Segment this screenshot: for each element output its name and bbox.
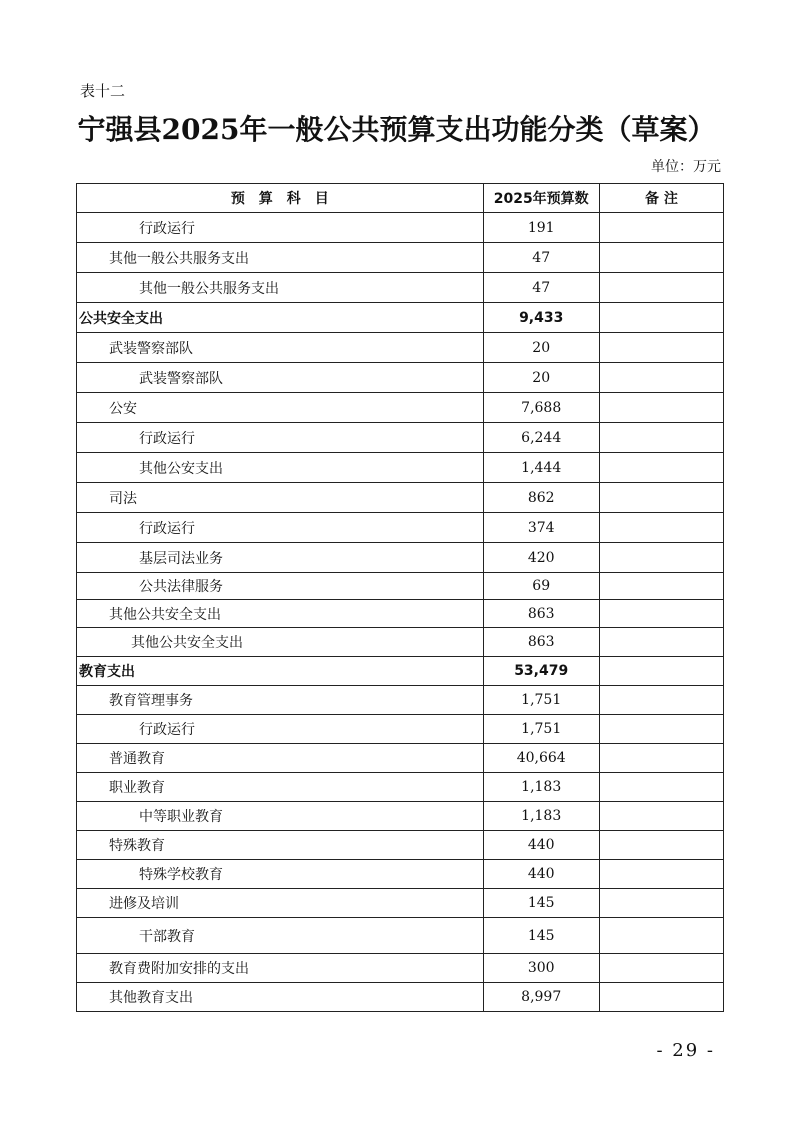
row-note [599, 715, 723, 744]
row-subject: 普通教育 [77, 744, 484, 773]
table-row [77, 860, 724, 889]
row-amount: 8,997 [483, 983, 599, 1012]
row-amount: 20 [483, 363, 599, 393]
row-subject: 进修及培训 [77, 889, 484, 918]
row-amount: 1,183 [483, 802, 599, 831]
table-row [77, 657, 724, 686]
row-subject: 武装警察部队 [77, 333, 484, 363]
row-subject: 其他公共安全支出 [77, 600, 484, 628]
row-subject: 其他公共安全支出 [77, 628, 484, 657]
table-row [77, 983, 724, 1012]
row-amount: 7,688 [483, 393, 599, 423]
table-row [77, 333, 724, 363]
row-note [599, 983, 723, 1012]
table-row [77, 453, 724, 483]
row-note [599, 573, 723, 600]
row-note [599, 363, 723, 393]
row-amount: 374 [483, 513, 599, 543]
row-note [599, 686, 723, 715]
table-row [77, 954, 724, 983]
header-note: 备 注 [599, 184, 723, 213]
table-body [77, 213, 724, 1012]
row-amount: 9,433 [483, 303, 599, 333]
table-label: 表十二 [80, 82, 126, 100]
table-row [77, 273, 724, 303]
row-amount: 53,479 [483, 657, 599, 686]
row-amount: 1,183 [483, 773, 599, 802]
row-note [599, 333, 723, 363]
row-amount: 47 [483, 243, 599, 273]
row-note [599, 954, 723, 983]
header-subject: 预 算 科 目 [77, 184, 484, 213]
table-row [77, 543, 724, 573]
row-amount: 420 [483, 543, 599, 573]
table-row [77, 889, 724, 918]
row-subject: 教育管理事务 [77, 686, 484, 715]
row-note [599, 889, 723, 918]
row-amount: 1,751 [483, 686, 599, 715]
row-subject: 公安 [77, 393, 484, 423]
row-amount: 440 [483, 831, 599, 860]
table-row [77, 686, 724, 715]
row-note [599, 600, 723, 628]
row-subject: 中等职业教育 [77, 802, 484, 831]
row-subject: 其他一般公共服务支出 [77, 243, 484, 273]
row-amount: 440 [483, 860, 599, 889]
row-subject: 教育费附加安排的支出 [77, 954, 484, 983]
row-amount: 145 [483, 889, 599, 918]
row-note [599, 744, 723, 773]
row-note [599, 273, 723, 303]
row-amount: 1,751 [483, 715, 599, 744]
row-note [599, 303, 723, 333]
table-row [77, 363, 724, 393]
row-note [599, 657, 723, 686]
page-number: - 29 - [656, 1040, 715, 1061]
row-subject: 行政运行 [77, 213, 484, 243]
row-amount: 300 [483, 954, 599, 983]
row-subject: 特殊学校教育 [77, 860, 484, 889]
row-subject: 基层司法业务 [77, 543, 484, 573]
row-subject: 其他公安支出 [77, 453, 484, 483]
row-subject: 司法 [77, 483, 484, 513]
row-note [599, 213, 723, 243]
table-row [77, 831, 724, 860]
row-amount: 862 [483, 483, 599, 513]
table-row [77, 802, 724, 831]
row-amount: 863 [483, 628, 599, 657]
row-note [599, 513, 723, 543]
header-amount: 2025年预算数 [483, 184, 599, 213]
row-subject: 特殊教育 [77, 831, 484, 860]
row-note [599, 860, 723, 889]
table-header-row [77, 184, 724, 213]
budget-table [76, 183, 724, 1012]
row-note [599, 243, 723, 273]
table-row [77, 393, 724, 423]
row-note [599, 453, 723, 483]
table-row [77, 303, 724, 333]
row-note [599, 802, 723, 831]
row-note [599, 918, 723, 954]
row-subject: 武装警察部队 [77, 363, 484, 393]
table-row [77, 715, 724, 744]
row-subject: 职业教育 [77, 773, 484, 802]
row-amount: 863 [483, 600, 599, 628]
row-subject: 行政运行 [77, 513, 484, 543]
table-row [77, 423, 724, 453]
row-amount: 6,244 [483, 423, 599, 453]
row-amount: 191 [483, 213, 599, 243]
row-note [599, 543, 723, 573]
row-subject: 其他一般公共服务支出 [77, 273, 484, 303]
page-title: 宁强县2025年一般公共预算支出功能分类（草案） [77, 113, 716, 146]
row-amount: 47 [483, 273, 599, 303]
row-amount: 69 [483, 573, 599, 600]
row-note [599, 831, 723, 860]
row-note [599, 773, 723, 802]
table-row [77, 483, 724, 513]
table-row [77, 573, 724, 600]
row-subject: 干部教育 [77, 918, 484, 954]
unit-label: 单位：万元 [651, 159, 721, 175]
table-row [77, 918, 724, 954]
row-amount: 20 [483, 333, 599, 363]
row-subject: 公共法律服务 [77, 573, 484, 600]
row-amount: 40,664 [483, 744, 599, 773]
table-row [77, 213, 724, 243]
table-row [77, 628, 724, 657]
table-row [77, 773, 724, 802]
table-row [77, 513, 724, 543]
row-subject: 教育支出 [77, 657, 484, 686]
row-note [599, 483, 723, 513]
table-row [77, 600, 724, 628]
row-subject: 行政运行 [77, 423, 484, 453]
row-subject: 公共安全支出 [77, 303, 484, 333]
table-row [77, 744, 724, 773]
row-amount: 1,444 [483, 453, 599, 483]
row-subject: 行政运行 [77, 715, 484, 744]
row-subject: 其他教育支出 [77, 983, 484, 1012]
row-amount: 145 [483, 918, 599, 954]
row-note [599, 393, 723, 423]
row-note [599, 423, 723, 453]
table-row [77, 243, 724, 273]
row-note [599, 628, 723, 657]
